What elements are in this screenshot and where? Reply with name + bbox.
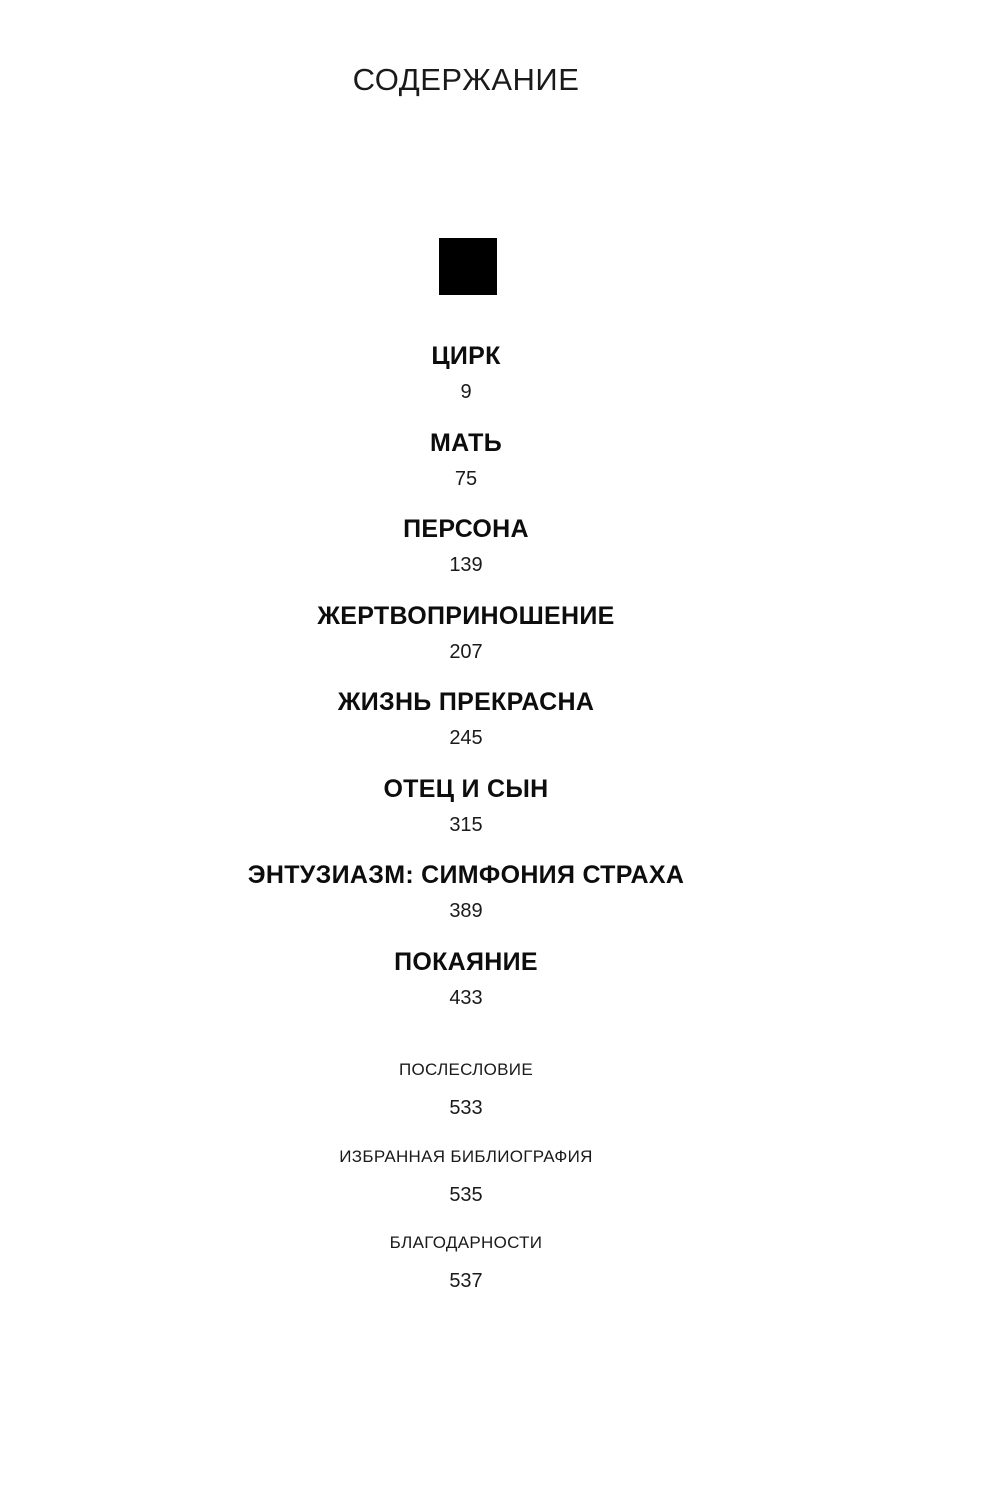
chapter-entry[interactable] — [0, 341, 932, 428]
chapter-title: ЖИЗНЬ ПРЕКРАСНА — [337, 688, 595, 716]
back-matter-title: БЛАГОДАРНОСТИ — [389, 1233, 543, 1252]
chapter-page-number: 433 — [449, 986, 483, 1009]
chapter-page-number: 139 — [449, 554, 483, 576]
back-matter-list — [0, 1060, 932, 1320]
back-matter-entry[interactable] — [0, 1060, 932, 1147]
chapter-title: ЭНТУЗИАЗМ: СИМФОНИЯ СТРАХА — [247, 861, 685, 889]
chapter-title: ПЕРСОНА — [403, 515, 529, 543]
back-matter-title: ИЗБРАННАЯ БИБЛИОГРАФИЯ — [339, 1146, 593, 1166]
chapter-page-number: 389 — [449, 900, 483, 922]
chapter-title: ЖЕРТВОПРИНОШЕНИЕ — [317, 601, 615, 630]
chapter-page-number: 315 — [449, 813, 483, 836]
chapter-title: ОТЕЦ И СЫН — [383, 774, 549, 803]
back-matter-page-number: 533 — [449, 1097, 483, 1119]
chapter-entry[interactable] — [0, 947, 932, 1034]
chapter-entry[interactable] — [0, 687, 932, 774]
back-matter-page-number: 537 — [449, 1270, 483, 1292]
back-matter-entry[interactable] — [0, 1233, 932, 1320]
chapter-entry[interactable] — [0, 514, 932, 601]
chapter-title: ПОКАЯНИЕ — [394, 947, 538, 976]
chapter-entry[interactable] — [0, 774, 932, 861]
chapter-title: ЦИРК — [431, 342, 501, 370]
chapter-entry[interactable] — [0, 860, 932, 947]
back-matter-page-number: 535 — [449, 1183, 483, 1206]
back-matter-entry[interactable] — [0, 1147, 932, 1234]
black-square-ornament — [439, 238, 497, 295]
chapter-page-number: 75 — [454, 467, 478, 490]
chapter-page-number: 245 — [449, 727, 483, 749]
page-title: СОДЕРЖАНИЕ — [352, 62, 580, 97]
chapter-list — [0, 341, 932, 1033]
chapter-page-number: 207 — [449, 640, 483, 663]
chapter-page-number: 9 — [460, 381, 472, 403]
chapter-entry[interactable] — [0, 601, 932, 688]
chapter-title: МАТЬ — [429, 428, 503, 457]
chapter-entry[interactable] — [0, 428, 932, 515]
back-matter-title: ПОСЛЕСЛОВИЕ — [399, 1060, 533, 1079]
